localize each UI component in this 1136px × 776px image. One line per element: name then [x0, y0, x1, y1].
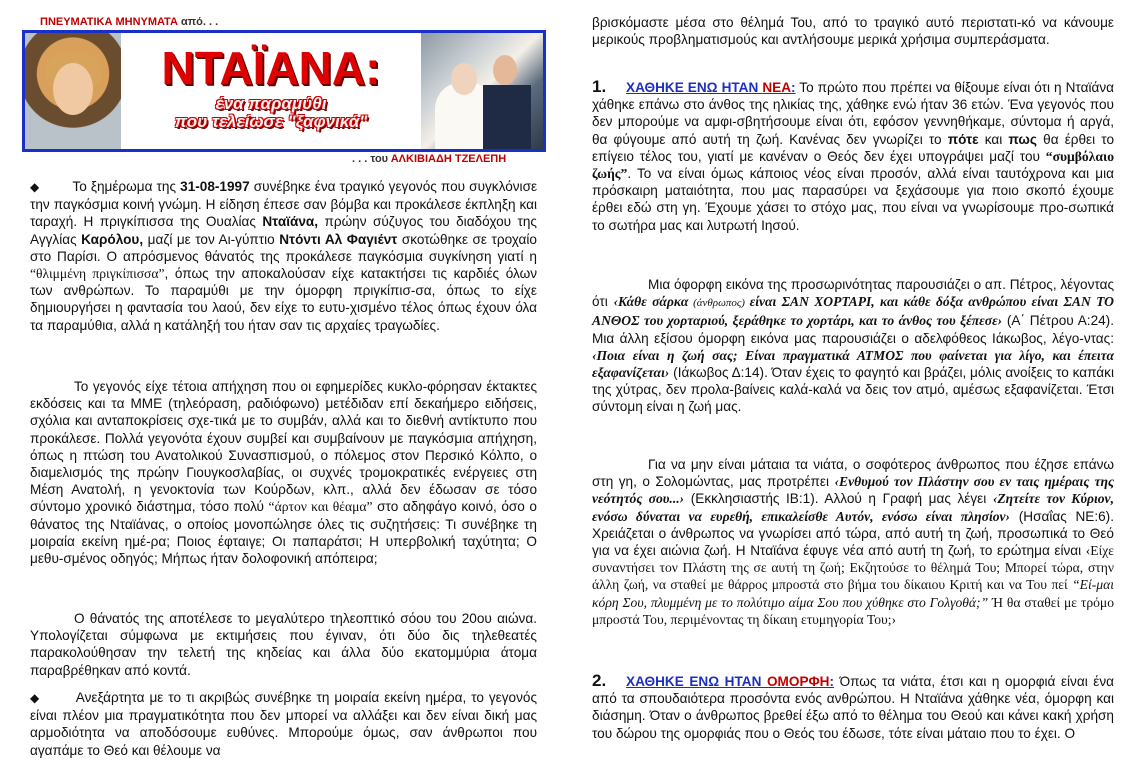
byline-prefix: . . . του [352, 153, 389, 165]
title-banner [22, 30, 546, 152]
paragraph-2: Το γεγονός είχε τέτοια απήχηση που οι εφημερίδες κυκλο-φόρησαν έκτακτες εκδόσεις και τα ΜΜΕ (τηλεόραση, ραδιόφωνο) μετέδιδαν επί δεκαήμερο ειδήσεις, σχόλια και ανταποκρίσεις σχε-τικά με το συμβάν, αλλά και το διεθνή αντίκτυπο που προκάλεσε. Πολλά γεγονότα έχουν συμβεί και συμβαίνουν με παγκόσμια απήχηση, όπως η πτώση του Ανατολικού Συνασπισμού, ο πόλεμος στον Περσικό Κόλπο, ο διαμελισμός της πρώην Γιουγκοσλαβίας, οι συχνές τρομοκρατικές ενέργειες στη Μέση Ανατολή, η γενοκτονία των Κούρδων, κλπ., αλλά δεν έδωσαν σε τόσο σύντομο χρονικό διάστημα, τόσο πολύ “άρτον και θέαμα” στο αδηφάγο κοινό, όσο ο θάνατος της Νταϊάνας, ο οποίος μονοπώλησε όλες τις συζητήσεις: Τι συνέβηκε τη μοιραία εκείνη ημέ-ρα; Ποιος έφταιγε; Οι παπαράτσι; Η υπερβολική ταχύτητα; Ο μεθυ-σμένος οδηγός; Μήπως ήταν δολοφονική απόπειρα; [30, 379, 537, 567]
section-2-number: 2. [592, 671, 607, 690]
section-1-number: 1. [592, 77, 607, 96]
banner-title-area [121, 33, 421, 149]
paragraph-solomon: Για να μην είναι μάταια τα νιάτα, ο σοφότερος άνθρωπος που έζησε επάνω στη γη, ο Σολομώντας, μας προτρέπει ‹Ενθυμού τον Πλάστην σου εν ταις ημέραις της νεότητός σου...› (Εκκλησιαστής ΙΒ:1). Αλλού η Γραφή μας λέγει ‹Ζητείτε τον Κύριον, ενόσω δύναται να ευρεθή, επικαλείσθε Αυτόν, ενόσω είναι πλησίον› (Ησαΐας ΝΕ:6). Χρειάζεται ο άνθρωπος να γνωρίσει από τώρα, από αυτή τη ζωή, προσωπικά το Θεό για να έχει αιώνια ζωή. Η Νταϊάνα έφυγε νέα από αυτή τη ζωή, το ερώτημα είναι ‹Είχε συναντήσει τον Πλάστη της σε αυτή τη ζωή; Εκζητούσε το θέλημά Του; Μπορεί τώρα, στην άλλη ζωή, να σταθεί με θάρρος μπροστά στο βήμα του δίκαιου Κριτή και να Του πεί “Εί-μαι κόρη Σου, πλυμμένη με το πολύτιμο αίμα Σου που χύθηκε στο Γολγοθά;” Ή θα σταθεί με τρόμο μπροστά Του, περιμένοντας τη δίκαιη ετυμηγορία Του;› [592, 457, 1115, 627]
article-title: ΝΤΑΪΑΝΑ: [161, 42, 381, 94]
article-subtitle-line1: ένα παραμύθι [215, 94, 327, 113]
author-name: ΑΛΚΙΒΙΑΔΗ ΤΖΕΛΕΠΗ [390, 153, 507, 165]
wedding-photo [421, 33, 543, 149]
article-subtitle-line2: που τελείωσε "ξαφνικά" [174, 112, 368, 131]
section-2: 2. ΧΑΘΗΚΕ ΕΝΩ ΗΤΑΝ ΟΜΟΡΦΗ: Όπως τα νιάτα, έτσι και η ομορφιά είναι ένα από τα σπουδαιότερα προσόντα ενός ανθρώπου. Η Νταϊάνα χάθηκε νέα, όμορφη και διάσημη. Όταν ο άνθρωπος βρεθεί έξω από το θέλημα του Θεού και κάνει κακή χρήση του δώρου της ομορφιάς που ο Θεός του έδωσε, τότε είναι μάταιο που το έχει. Ο [592, 671, 1114, 741]
byline [352, 153, 506, 165]
paragraph-3: Ο θάνατός της αποτέλεσε το μεγαλύτερο τηλεοπτικό σόου του 20ου αιώνα. Υπολογίζεται σύμφωνα με εκτιμήσεις που έγιναν, ότι δύο δις τηλεθεατές παρακολούθησαν την τελετή της κηδείας και άλλα δύο εκατομμύρια άτομα παραβρέθηκαν από κοντά. [30, 611, 537, 678]
section-1: 1. ΧΑΘΗΚΕ ΕΝΩ ΗΤΑΝ ΝΕΑ: Το πρώτο που πρέπει να θίξουμε είναι ότι η Νταϊάνα χάθηκε επάνω στο άνθος της ηλικίας της, χάθηκε ενώ ήταν 36 ετών. Ένα γεγονός που δεν μπορούμε να αμφι-σβητήσουμε είναι ότι, εφόσον γεννηθήκαμε, σύντομα ή αργά, θα φύγουμε από αυτή τη ζωή. Κανένας δεν γνωρίζει το πότε και πως θα έρθει το επίγειο τέλος του, γιατί με κανέναν ο Θεός δεν έχει υπογράψει μαζί του “συμβόλαιο ζωής”. Το να είναι όμως κάποιος νέος είναι προσόν, αλλά είναι ταυτόχρονα και μια πρόσκαιρη ματαιότητα, που μας παρασύρει να ξεχάσουμε για ποιο σκοπό έχουμε έρθει εδώ στη γη. Έχουμε χάσει το στόχο μας, που είναι να γνωρίσουμε προ-σωπικά το σωτήρα μας και λυτρωτή Ιησού. [592, 77, 1115, 233]
portrait-photo [25, 33, 121, 149]
paragraph-4: ◆ Ανεξάρτητα με το τι ακριβώς συνέβηκε τη μοιραία εκείνη ημέρα, το γεγονός είναι πλέον μια πραγματικότητα που δεν μπορεί να αλλάξει και δεν είναι δική μας αρμοδιότητα να αποδόσουμε ευθύνες. Μπορούμε όμως, σαν άνθρωποι που αγαπάμε το Θεό και θέλουμε να [30, 690, 537, 758]
kicker-suffix: από. . . [180, 16, 219, 28]
diamond-bullet-icon: ◆ [30, 180, 40, 194]
paragraph-peter-james: Μια όφορφη εικόνα της προσωρινότητας παρουσιάζει ο απ. Πέτρος, λέγοντας ότι ‹Κάθε σάρκα (άνθρωπος) είναι ΣΑΝ ΧΟΡΤΑΡΙ, και κάθε δόξα ανθρώπου είναι ΣΑΝ ΤΟ ΑΝΘΟΣ του χορταριού, ξεράθηκε το χορτάρι, και το άνθος του ξέπεσε› (Α΄ Πέτρου Α:24). Μια άλλη εξίσου όμορφη εικόνα μας παρουσιάζει ο αδελφόθεος Ιάκωβος, λέγο-ντας: ‹Ποια είναι η ζωή σας; Είναι πραγματικά ΑΤΜΟΣ που φαίνεται για λίγο, και έπειτα εξαφανίζεται› (Ιάκωβος Δ:14). Όταν έχεις το φαγητό και βράζει, μόλις ανοίξεις το καπάκι της χύτρας, δεν προλα-βαίνεις καλά-καλά να δεις τον ατμό, αμέσως εξαφανίζεται. Έτσι σύντομη είναι η ζωή μας. [592, 277, 1114, 415]
intro-continuation: βρισκόμαστε μέσα στο θέλημά Του, από το τραγικό αυτό περιστατι-κό να κάνουμε μερικούς προβληματισμούς και αντλήσουμε μερικά χρήσιμα συμπεράσματα. [592, 15, 1114, 48]
diamond-bullet-icon: ◆ [30, 691, 40, 705]
section-1-heading: ΧΑΘΗΚΕ ΕΝΩ ΗΤΑΝ ΝΕΑ: [626, 80, 796, 95]
series-kicker [40, 16, 218, 28]
paragraph-1: ◆ Το ξημέρωμα της 31-08-1997 συνέβηκε ένα τραγικό γεγονός που συγκλόνισε την παγκόσμια κοινή γνώμη. Η είδηση έπεσε σαν βόμβα και προκάλεσε έκπληξη και ταραχή. Η πριγκίπισσα της Ουαλίας Νταϊάνα, πρώην σύζυγος του διαδόχου της Αγγλίας Καρόλου, μαζί με τον Αι-γύπτιο Ντόντι Αλ Φαγιέντ σκοτώθηκε σε τροχαίο στο Παρίσι. Ο απρόσμενος θάνατός της προκάλεσε παγκόσμια συγκίνηση γιατί η “θλιμμένη πριγκίπισσα”, όπως την αποκαλούσαν είχε κατακτήσει τις καρδιές όλων των ανθρώπων. Το παραμύθι με την όμορφη πριγκίπισ-σα, όπως το είχε δημιουργήσει η φαντασία του λαού, δεν είχε το ευτυ-χισμένο τέλος όπως έχουν όλα τα παραμύθια, αλλά η κατάληξή του ήταν σαν τις αρχαίες τραγωδίες. [30, 179, 538, 333]
kicker-text: ΠΝΕΥΜΑΤΙΚΑ ΜΗΝΥΜΑΤΑ [40, 16, 178, 28]
section-2-heading: ΧΑΘΗΚΕ ΕΝΩ ΗΤΑΝ ΟΜΟΡΦΗ: [626, 674, 835, 689]
